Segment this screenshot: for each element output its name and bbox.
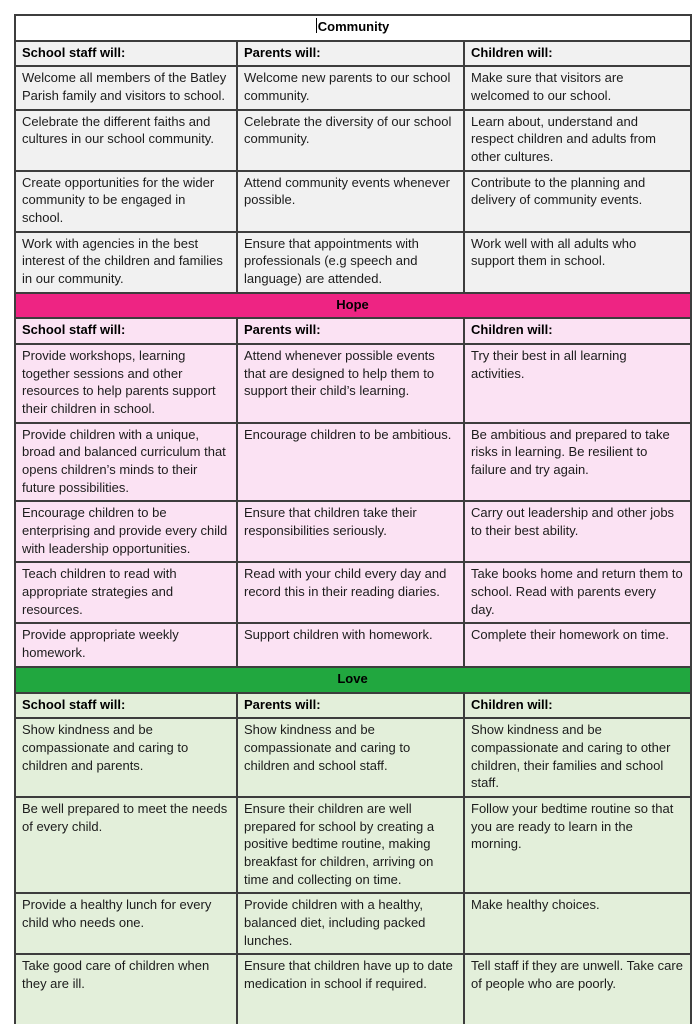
table-row	[15, 171, 691, 232]
column-header-cell: Parents will:	[237, 41, 464, 67]
section-title-hope	[15, 293, 691, 319]
table-cell: Support children with homework.	[237, 623, 464, 666]
column-header-cell: School staff will:	[15, 41, 237, 67]
table-cell: Attend whenever possible events that are designed to help them to support their child’s learning.	[237, 344, 464, 423]
table-cell: Encourage children to be enterprising and provide every child with leadership opportunities.	[15, 501, 237, 562]
column-header-cell: Children will:	[464, 41, 691, 67]
table-row	[15, 893, 691, 954]
table-cell: Show kindness and be compassionate and caring to children and school staff.	[237, 718, 464, 797]
table-cell: Make healthy choices.	[464, 893, 691, 954]
column-header-cell: Parents will:	[237, 693, 464, 719]
table-cell: Welcome all members of the Batley Parish family and visitors to school.	[15, 66, 237, 109]
table-row	[15, 232, 691, 293]
table-cell: Show kindness and be compassionate and caring to other children, their families and school staff.	[464, 718, 691, 797]
column-header-cell: Children will:	[464, 318, 691, 344]
table-row	[15, 562, 691, 623]
table-row	[15, 110, 691, 171]
table-cell: Take books home and return them to school. Read with parents every day.	[464, 562, 691, 623]
table-row	[15, 623, 691, 666]
school-values-table	[14, 14, 692, 1024]
table-cell: Provide appropriate weekly homework.	[15, 623, 237, 666]
table-cell: Provide workshops, learning together sessions and other resources to help parents support their children in school.	[15, 344, 237, 423]
table-row	[15, 501, 691, 562]
table-cell: Be well prepared to meet the needs of every child.	[15, 797, 237, 893]
table-cell: Tell staff if they are unwell. Take care of people who are poorly.	[464, 954, 691, 1024]
table-row	[15, 423, 691, 502]
section-title-label: Community	[317, 19, 390, 34]
table-row	[15, 718, 691, 797]
column-header-cell: Children will:	[464, 693, 691, 719]
table-body	[15, 15, 691, 1024]
section-title-row	[15, 15, 691, 41]
section-title-label: Love	[337, 670, 368, 686]
table-cell: Show kindness and be compassionate and caring to children and parents.	[15, 718, 237, 797]
table-cell: Attend community events whenever possible.	[237, 171, 464, 232]
column-header-cell: School staff will:	[15, 693, 237, 719]
table-cell: Create opportunities for the wider community to be engaged in school.	[15, 171, 237, 232]
table-cell: Provide a healthy lunch for every child who needs one.	[15, 893, 237, 954]
column-header-cell: Parents will:	[237, 318, 464, 344]
table-cell: Encourage children to be ambitious.	[237, 423, 464, 502]
table-cell: Ensure that children have up to date medication in school if required.	[237, 954, 464, 1024]
table-cell: Work with agencies in the best interest of the children and families in our community.	[15, 232, 237, 293]
table-cell: Be ambitious and prepared to take risks in learning. Be resilient to failure and try again.	[464, 423, 691, 502]
table-cell: Ensure their children are well prepared for school by creating a positive bedtime routine, making breakfast for children, arriving on time and collecting on time.	[237, 797, 464, 893]
table-cell: Follow your bedtime routine so that you are ready to learn in the morning.	[464, 797, 691, 893]
table-cell: Teach children to read with appropriate strategies and resources.	[15, 562, 237, 623]
column-header-row	[15, 693, 691, 719]
table-cell: Provide children with a unique, broad and balanced curriculum that opens children’s minds to their future possibilities.	[15, 423, 237, 502]
column-header-row	[15, 41, 691, 67]
table-row	[15, 344, 691, 423]
column-header-row	[15, 318, 691, 344]
table-cell: Celebrate the diversity of our school community.	[237, 110, 464, 171]
table-cell: Ensure that appointments with professionals (e.g speech and language) are attended.	[237, 232, 464, 293]
table-cell: Complete their homework on time.	[464, 623, 691, 666]
section-title-row	[15, 667, 691, 693]
table-cell: Take good care of children when they are ill.	[15, 954, 237, 1024]
table-cell: Read with your child every day and record this in their reading diaries.	[237, 562, 464, 623]
text-cursor	[316, 18, 317, 33]
table-cell: Welcome new parents to our school community.	[237, 66, 464, 109]
table-cell: Carry out leadership and other jobs to their best ability.	[464, 501, 691, 562]
section-title-love	[15, 667, 691, 693]
section-title-row	[15, 293, 691, 319]
table-cell: Work well with all adults who support them in school.	[464, 232, 691, 293]
table-cell: Contribute to the planning and delivery of community events.	[464, 171, 691, 232]
table-cell: Provide children with a healthy, balanced diet, including packed lunches.	[237, 893, 464, 954]
section-title-community	[15, 15, 691, 41]
table-cell: Try their best in all learning activities.	[464, 344, 691, 423]
table-cell: Make sure that visitors are welcomed to our school.	[464, 66, 691, 109]
table-cell: Celebrate the different faiths and cultures in our school community.	[15, 110, 237, 171]
table-cell: Learn about, understand and respect children and adults from other cultures.	[464, 110, 691, 171]
section-title-label: Hope	[336, 296, 369, 312]
table-row	[15, 797, 691, 893]
table-cell: Ensure that children take their responsibilities seriously.	[237, 501, 464, 562]
table-row	[15, 66, 691, 109]
table-row	[15, 954, 691, 1024]
column-header-cell: School staff will:	[15, 318, 237, 344]
